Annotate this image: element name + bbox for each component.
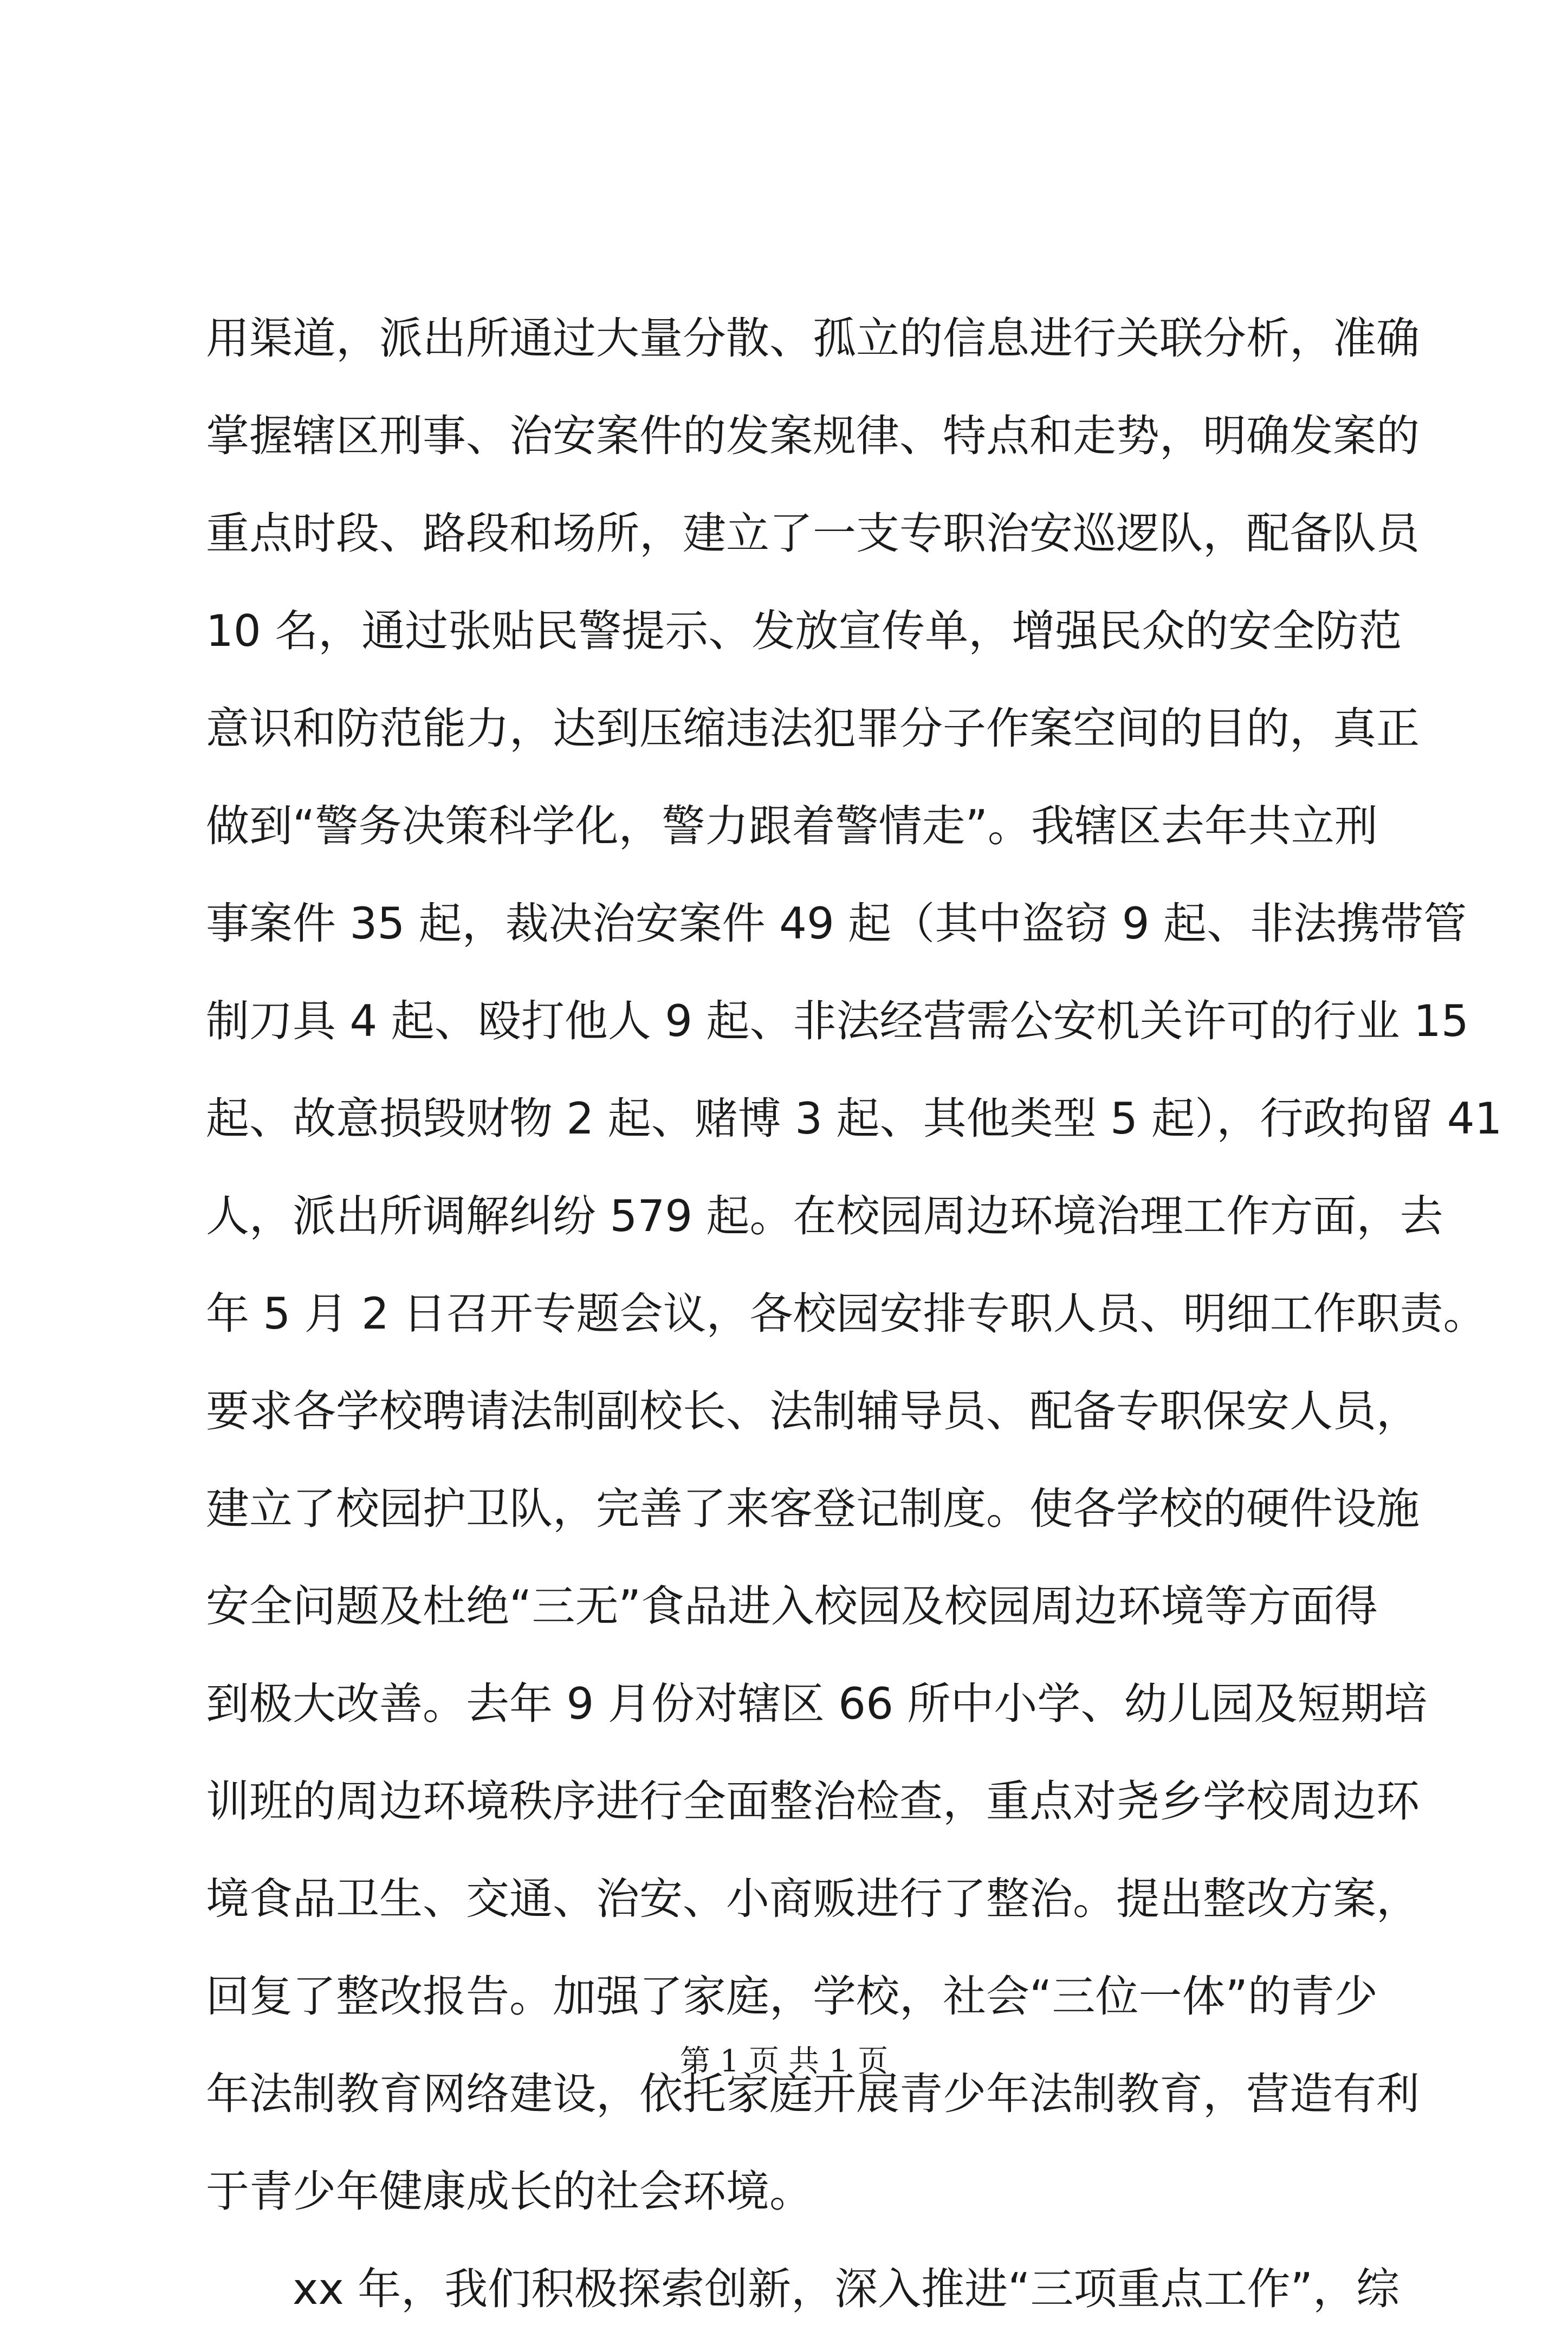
text-line: 回复了整改报告。加强了家庭，学校，社会“三位一体”的青少 — [206, 1971, 1378, 2022]
text-line: 于青少年健康成长的社会环境。 — [206, 2166, 813, 2217]
text-line: 起、故意损毁财物 2 起、赌博 3 起、其他类型 5 起），行政拘留 41 — [206, 1093, 1502, 1144]
paragraph-start-line: xx 年，我们积极探索创新，深入推进“三项重点工作”，综 — [293, 2264, 1400, 2314]
text-line: 做到“警务决策科学化，警力跟着警情走”。我辖区去年共立刑 — [206, 801, 1378, 851]
text-line: 意识和防范能力，达到压缩违法犯罪分子作案空间的目的，真正 — [206, 703, 1420, 754]
text-line: 年 5 月 2 日召开专题会议，各校园安排专职人员、明细工作职责。 — [206, 1288, 1487, 1339]
text-line: 用渠道，派出所通过大量分散、孤立的信息进行关联分析，准确 — [206, 313, 1420, 364]
text-line: 人，派出所调解纠纷 579 起。在校园周边环境治理工作方面，去 — [206, 1191, 1443, 1241]
text-line: 重点时段、路段和场所，建立了一支专职治安巡逻队，配备队员 — [206, 508, 1420, 559]
text-line: 制刀具 4 起、殴打他人 9 起、非法经营需公安机关许可的行业 15 — [206, 996, 1469, 1046]
text-line: 境食品卫生、交通、治安、小商贩进行了整治。提出整改方案， — [206, 1874, 1420, 1924]
document-body — [206, 290, 1502, 2338]
text-line: 训班的周边环境秩序进行全面整治检查，重点对尧乡学校周边环 — [206, 1776, 1420, 1827]
page-footer: 第 1 页 共 1 页 — [679, 2044, 889, 2079]
text-line: 年法制教育网络建设，依托家庭开展青少年法制教育，营造有利 — [206, 2069, 1420, 2119]
text-line: 掌握辖区刑事、治安案件的发案规律、特点和走势，明确发案的 — [206, 411, 1420, 461]
text-line: 要求各学校聘请法制副校长、法制辅导员、配备专职保安人员， — [206, 1386, 1420, 1436]
text-line: 事案件 35 起，裁决治安案件 49 起（其中盗窃 9 起、非法携带管 — [206, 898, 1467, 949]
text-line: 10 名，通过张贴民警提示、发放宣传单，增强民众的安全防范 — [206, 606, 1402, 656]
text-line: 建立了校园护卫队，完善了来客登记制度。使各学校的硬件设施 — [206, 1484, 1420, 1534]
text-line: 到极大改善。去年 9 月份对辖区 66 所中小学、幼儿园及短期培 — [206, 1679, 1428, 1729]
text-line: 安全问题及杜绝“三无”食品进入校园及校园周边环境等方面得 — [206, 1581, 1378, 1631]
